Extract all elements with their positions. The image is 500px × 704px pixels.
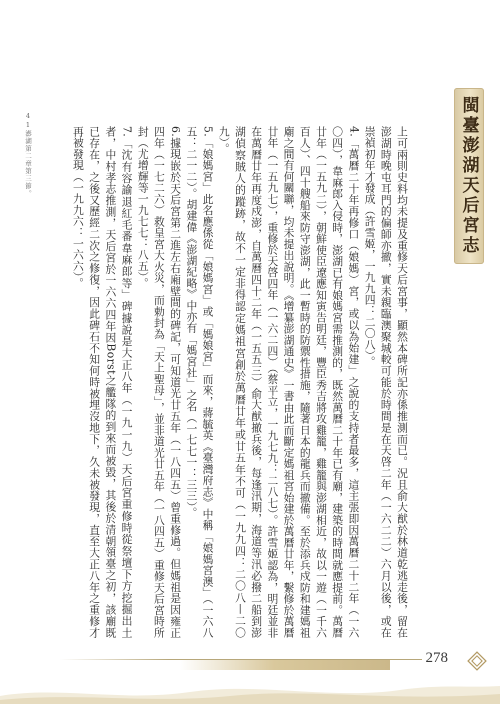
chapter-title: 閩臺澎湖天后宮志 (458, 96, 479, 256)
paragraph-3: 5.「娘媽宮」此名應係從「娘媽宮」或「媽娘宮」而來，蔣毓英《臺灣府志》中稱「娘媽宮澳」（一六八五：二一二）。胡建偉《澎湖紀略》中亦有「媽宮社」之名（一七七一：三三）。 (185, 126, 215, 638)
paragraph-4: 6.據現嵌於天后宮第二進左右廂壁間的碑記，可知道光廿五年（一八四五）曾重修過。但媽祖是因雍正四年（一七二六）救皇宮大火災，而勅封為「天上聖母」，並非道光廿五年（一八四五）重修天后宮時所封（尤增輝等一九七七：八五）。 (136, 126, 183, 638)
paragraph-1: 上可兩則史料均未提及重修天后宮事，顯然本碑所記亦係推測而已。況且俞大猷於林道乾逃走後，留在澎湖時晚屯耳門的偏師亦撤，實未親臨澳聚城較可能於時間是在天啓二年（一六二二）六月以後，或在崇禎初年才發成（許雪姬，一九九四：二〇八）。 (363, 126, 409, 638)
paragraph-2: 4.「萬曆二十年再修口（娘媽）宮，或以為始建」之說的支持者最多，這主張即因萬曆二十二年（一六〇四），韋麻郎入侵時，澎湖已有娘媽宮需推測的，既然萬曆二十年已有廟，建築的時間就應提前。萬曆廿年（一五九二），朝鮮使臣遼應知寅告明廷，豐臣秀吉將攻雞籠，雞籠與澎湖相近，故以一遊（一千六百人）、四十艘船來防守澎湖，此一暫時的防禦性措施，隨著日本的龍兵而撤備。至於添兵戍防和建媽祖廟之間有何關聯，均未提出說明。《增纂澎湖通史》一書由此而斷定媽祖宮始建於萬曆廿年，繫修於萬曆廿年（一五九七），重修於天啓四年（一六二四）（蔡平立，一九七九：二八七）。許雪姬認為，明廷並非在萬曆廿年再度戍澎，自萬曆四十二年（一五五三）俞大猷撤兵後，每逢汛期，海道等汛必撥二船到澎湖偵察賊人的蹤跡，故不一定非得認定媽祖宮創於萬曆廿年或廿五年不可（一九九四：二〇八—二〇九）。 (217, 126, 361, 638)
chapter-title-banner (454, 88, 484, 264)
decorative-wave (0, 678, 500, 704)
paragraph-5: 7.「沈有容諭退紅毛番韋麻郎等」碑據說是大正八年（一九一九）天后宮重修時從祭壇下方挖掘出土者，中村孝志推測，天后宮於一六六四年因Borst之艦隊的到來而被毀，其後於清朝領臺之初，該廟既已存在，之後又歷經二次之修復，因此碑石不知何時被埋沒地下，久未被發現，直至大正八年之重修才再被發現（一九九六：一六六）。 (71, 126, 134, 638)
knot-ornament-icon (468, 652, 486, 670)
margin-caption: 41澎湖第二章第三節。 (24, 112, 32, 198)
footer-ornament-bar (180, 660, 390, 670)
page-number: 278 (425, 650, 448, 666)
body-text (71, 126, 410, 638)
